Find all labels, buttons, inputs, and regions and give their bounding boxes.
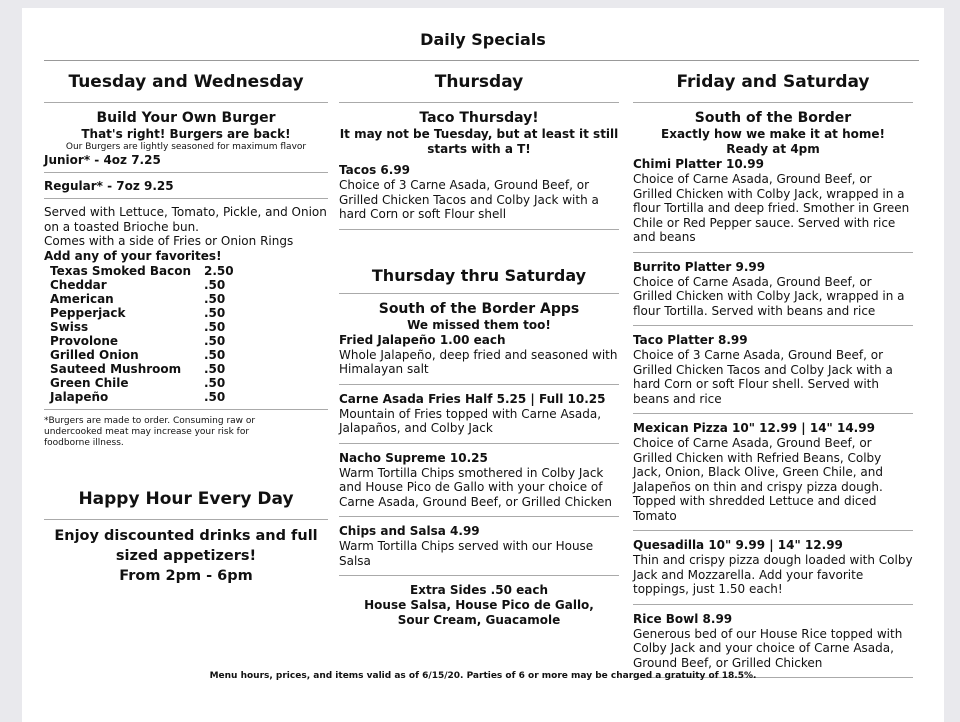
fri-sat-heading: Friday and Saturday bbox=[676, 72, 870, 92]
app-desc: Warm Tortilla Chips served with our House Salsa bbox=[339, 539, 594, 568]
extra-sides-list: House Salsa, House Pico de Gallo, Sour Cream, Guacamole bbox=[364, 598, 594, 627]
platter-name: Rice Bowl 8.99 bbox=[633, 611, 733, 626]
platter-desc: Generous bed of our House Rice topped with Colby Jack and your choice of Carne Asada, Ground Beef, or Grilled Chicken bbox=[633, 626, 903, 670]
addon-name: Cheddar bbox=[50, 277, 107, 292]
burger-disclaimer: *Burgers are made to order. Consuming raw or undercooked meat may increase your risk for foodborne illness. bbox=[44, 415, 256, 448]
divider bbox=[633, 413, 913, 414]
addon-name: Sauteed Mushroom bbox=[50, 361, 182, 376]
app-desc: Whole Jalapeño, deep fried and seasoned with Himalayan salt bbox=[339, 347, 618, 376]
divider bbox=[339, 443, 619, 444]
fri-sat-tagline: Exactly how we make it at home! bbox=[661, 127, 885, 141]
addon-price: .50 bbox=[204, 277, 226, 292]
platter-desc: Choice of Carne Asada, Ground Beef, or Grilled Chicken with Colby Jack, wrapped in a flour Tortilla and deep fried. Smother in Green Chile or Red Pepper sauce. Served with rice and beans bbox=[633, 172, 910, 244]
tue-wed-heading: Tuesday and Wednesday bbox=[68, 72, 304, 92]
menu-page bbox=[22, 8, 944, 722]
taco-thursday-title: Taco Thursday! bbox=[419, 110, 539, 126]
addon-price: .50 bbox=[204, 361, 226, 376]
platter-desc: Thin and crispy pizza dough loaded with Colby Jack and Mozzarella. Add your favorite toppings, just 1.50 each! bbox=[633, 553, 913, 596]
addon-name: Provolone bbox=[50, 333, 119, 348]
app-desc: Mountain of Fries topped with Carne Asada, Jalapaños, and Colby Jack bbox=[339, 406, 602, 435]
platter-name: Taco Platter 8.99 bbox=[633, 333, 748, 347]
platter-name: Burrito Platter 9.99 bbox=[633, 259, 766, 274]
burger-served: Served with Lettuce, Tomato, Pickle, and Onion on a toasted Brioche bun. bbox=[44, 205, 327, 234]
app-name: Chips and Salsa 4.99 bbox=[339, 524, 480, 538]
burger-sides: Comes with a side of Fries or Onion Rings bbox=[44, 234, 294, 248]
column-fri-sat bbox=[633, 72, 913, 685]
platter-name: Chimi Platter 10.99 bbox=[633, 157, 764, 171]
divider bbox=[633, 325, 913, 326]
platter-desc: Choice of 3 Carne Asada, Ground Beef, or Grilled Chicken Tacos and Colby Jack with a hard Corn or soft Flour shell. Served with beans and rice bbox=[633, 348, 893, 406]
column-thursday bbox=[339, 72, 619, 628]
tacos-desc: Choice of 3 Carne Asada, Ground Beef, or Grilled Chicken Tacos and Colby Jack with a hard Corn or soft Flour shell bbox=[339, 178, 599, 221]
platter-name: Mexican Pizza 10" 12.99 | 14" 14.99 bbox=[633, 421, 875, 435]
apps-title: South of the Border Apps bbox=[378, 300, 580, 317]
taco-thursday-tagline: It may not be Tuesday, but at least it still starts with a T! bbox=[339, 127, 619, 156]
divider bbox=[44, 102, 328, 103]
thu-sat-heading: Thursday thru Saturday bbox=[371, 265, 587, 285]
app-name: Fried Jalapeño 1.00 each bbox=[339, 332, 506, 347]
regular-burger: Regular* - 7oz 9.25 bbox=[44, 179, 174, 193]
divider bbox=[339, 293, 619, 294]
platter-desc: Choice of Carne Asada, Ground Beef, or Grilled Chicken with Refried Beans, Colby Jack, Onion, Black Olive, Green Chile, and Jalapeños on thin and crispy pizza dough. Topped with shredded Lettuce and diced Tomato bbox=[633, 436, 883, 523]
addon-price: 2.50 bbox=[204, 263, 234, 278]
divider bbox=[339, 102, 619, 103]
divider bbox=[44, 409, 328, 410]
burger-tagline: That's right! Burgers are back! bbox=[81, 127, 291, 141]
divider bbox=[44, 519, 328, 520]
happy-hour-time: From 2pm - 6pm bbox=[119, 567, 253, 584]
column-tue-wed bbox=[44, 72, 328, 586]
divider bbox=[339, 229, 619, 230]
addon-name: Pepperjack bbox=[50, 305, 126, 320]
divider bbox=[633, 102, 913, 103]
fri-sat-ready-time: Ready at 4pm bbox=[726, 142, 820, 156]
divider bbox=[633, 604, 913, 605]
addon-name: Swiss bbox=[50, 319, 89, 334]
addon-name: Jalapeño bbox=[50, 389, 109, 404]
happy-hour-offer: Enjoy discounted drinks and full sized appetizers! bbox=[54, 527, 318, 564]
page-title: Daily Specials bbox=[420, 30, 546, 49]
app-name: Nacho Supreme 10.25 bbox=[339, 450, 488, 465]
divider bbox=[44, 198, 328, 199]
divider bbox=[339, 575, 619, 576]
addon-price: .50 bbox=[204, 305, 226, 320]
addon-price: .50 bbox=[204, 389, 226, 404]
burger-title: Build Your Own Burger bbox=[96, 110, 276, 126]
addon-name: American bbox=[50, 291, 114, 306]
thursday-heading: Thursday bbox=[434, 72, 524, 92]
addons-title: Add any of your favorites! bbox=[44, 248, 222, 263]
addon-name: Grilled Onion bbox=[50, 347, 139, 362]
addon-price: .50 bbox=[204, 333, 226, 348]
platter-name: Quesadilla 10" 9.99 | 14" 12.99 bbox=[633, 538, 843, 552]
app-name: Carne Asada Fries Half 5.25 | Full 10.25 bbox=[339, 391, 606, 406]
addon-name: Green Chile bbox=[50, 375, 129, 390]
addon-price: .50 bbox=[204, 375, 226, 390]
burger-note: Our Burgers are lightly seasoned for maximum flavor bbox=[65, 142, 307, 152]
divider bbox=[339, 384, 619, 385]
addon-price: .50 bbox=[204, 291, 226, 306]
divider bbox=[633, 530, 913, 531]
happy-hour-heading: Happy Hour Every Day bbox=[78, 488, 294, 509]
addons-list bbox=[50, 264, 328, 404]
apps-tagline: We missed them too! bbox=[407, 317, 551, 332]
addon-price: .50 bbox=[204, 319, 226, 334]
platter-desc: Choice of Carne Asada, Ground Beef, or Grilled Chicken with Colby Jack, wrapped in a flour Tortilla. Served with beans and rice bbox=[633, 274, 905, 318]
addon-price: .50 bbox=[204, 347, 226, 362]
tacos-name: Tacos 6.99 bbox=[339, 163, 411, 177]
junior-burger: Junior* - 4oz 7.25 bbox=[44, 153, 161, 167]
title-rule bbox=[44, 60, 919, 61]
divider bbox=[633, 252, 913, 253]
divider bbox=[44, 172, 328, 173]
menu-footer: Menu hours, prices, and items valid as of 6/15/20. Parties of 6 or more may be charged a gratuity of 18.5%. bbox=[209, 671, 757, 681]
addon-name: Texas Smoked Bacon bbox=[50, 263, 191, 278]
divider bbox=[339, 516, 619, 517]
app-desc: Warm Tortilla Chips smothered in Colby Jack and House Pico de Gallo with your choice of Carne Asada, Ground Beef, or Grilled Chicken bbox=[339, 465, 613, 509]
fri-sat-title: South of the Border bbox=[694, 110, 852, 126]
extra-sides-title: Extra Sides .50 each bbox=[410, 583, 548, 597]
